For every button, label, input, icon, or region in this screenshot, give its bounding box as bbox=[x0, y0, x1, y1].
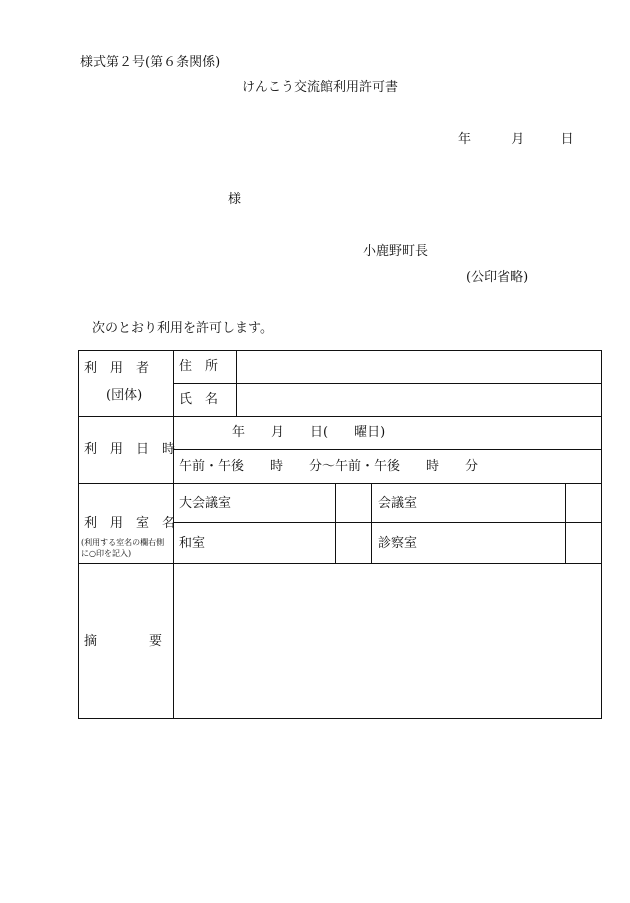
table-rule bbox=[173, 383, 602, 384]
room-check-kaigishitsu[interactable] bbox=[567, 485, 600, 521]
date-field[interactable]: 年 月 日( 曜日) bbox=[232, 425, 386, 440]
rooms-label: 利 用 室 名 bbox=[84, 516, 176, 531]
date-year-label: 年 bbox=[458, 132, 472, 147]
table-label-divider bbox=[173, 350, 174, 719]
user-group-label: (団体) bbox=[106, 388, 143, 403]
table-rule bbox=[173, 522, 602, 523]
addressee-suffix: 様 bbox=[228, 192, 242, 207]
summary-field[interactable] bbox=[177, 567, 597, 714]
table-rule bbox=[565, 483, 566, 563]
table-border-left bbox=[78, 350, 79, 719]
date-day-label: 日 bbox=[560, 132, 574, 147]
table-rule bbox=[371, 483, 372, 563]
table-rule bbox=[78, 483, 602, 484]
table-border-bottom bbox=[78, 718, 602, 719]
issue-date bbox=[458, 133, 574, 146]
seal-omitted-note: (公印省略) bbox=[466, 270, 529, 285]
document-title: けんこう交流館利用許可書 bbox=[242, 80, 399, 95]
name-label: 氏 名 bbox=[179, 392, 219, 407]
intro-text: 次のとおり利用を許可します。 bbox=[92, 321, 273, 336]
form-number: 様式第２号(第６条関係) bbox=[80, 55, 221, 70]
table-border-top bbox=[78, 350, 602, 351]
date-month-label: 月 bbox=[511, 132, 525, 147]
time-field[interactable]: 午前・午後 時 分～午前・午後 時 分 bbox=[179, 459, 479, 474]
table-rule bbox=[78, 563, 602, 564]
table-rule bbox=[173, 449, 602, 450]
address-field[interactable] bbox=[240, 356, 596, 378]
room-name-washitsu: 和室 bbox=[179, 536, 206, 551]
table-rule bbox=[236, 350, 237, 416]
issuer-title: 小鹿野町長 bbox=[363, 244, 429, 259]
room-name-daikaigishitsu: 大会議室 bbox=[179, 496, 232, 511]
room-check-washitsu[interactable] bbox=[337, 524, 370, 562]
room-name-kaigishitsu: 会議室 bbox=[378, 496, 418, 511]
table-rule bbox=[78, 416, 602, 417]
table-rule bbox=[335, 483, 336, 563]
address-label: 住 所 bbox=[179, 359, 219, 374]
room-check-daikaigishitsu[interactable] bbox=[337, 485, 370, 521]
rooms-note: (利用する室名の欄右側に○印を記入) bbox=[81, 538, 165, 558]
table-border-right bbox=[601, 350, 602, 719]
room-name-shinsatsushitsu: 診察室 bbox=[378, 536, 418, 551]
datetime-label: 利 用 日 時 bbox=[84, 442, 176, 457]
name-field[interactable] bbox=[240, 389, 596, 411]
room-check-shinsatsushitsu[interactable] bbox=[567, 524, 600, 562]
summary-label: 摘 要 bbox=[84, 634, 163, 649]
user-label: 利 用 者 bbox=[84, 361, 150, 376]
